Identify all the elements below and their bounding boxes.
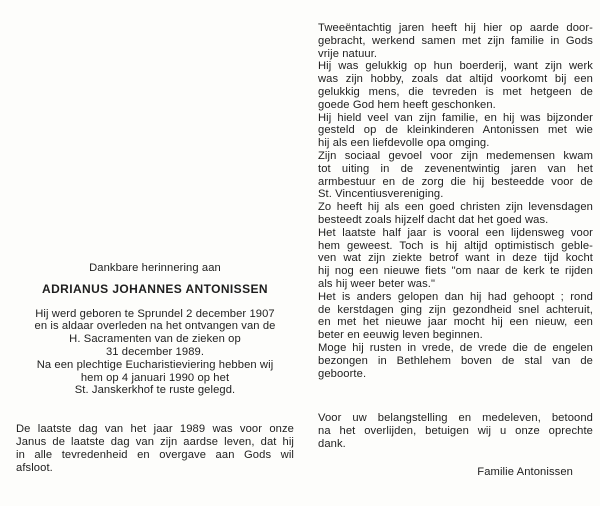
text-line: geboorte. [318, 367, 367, 380]
text-line: gebracht, werkend samen met zijn familie in Gods [318, 34, 593, 47]
text-line: Voor uw belangstelling en medeleven, betoond [318, 412, 593, 425]
text-line: Janus de laatste dag van zijn aardse leven, dat hij [16, 435, 294, 448]
text-line: De laatste dag van het jaar 1989 was voor onze [16, 423, 294, 436]
text-line: armbestuur en de zorg die hij besteedde voor de [318, 175, 593, 188]
text-line: de kerstdagen ging zijn gezondheid snel achteruit, [318, 303, 593, 316]
text-line: hem geweest. Toch is hij altijd optimistisch geble- [318, 239, 593, 252]
text-line: H. Sacramenten van de zieken op [69, 333, 241, 346]
text-line: Zijn sociaal gevoel voor zijn medemensen kwam [318, 149, 593, 162]
text-line: vrije natuur. [318, 47, 378, 60]
acknowledgement-paragraph [318, 412, 593, 450]
signature: Familie Antonissen [477, 465, 573, 478]
dedication-line: Dankbare herinnering aan [89, 262, 221, 274]
text-line: Hij was gelukkig op hun boerderij, want zijn werk [318, 60, 593, 73]
text-line: St. Janskerkhof te ruste gelegd. [74, 384, 236, 397]
text-line: St. Vincentiusvereniging. [318, 188, 444, 201]
text-line: ven wat zijn ziekte betrof want in deze tijd kocht [318, 252, 593, 265]
text-line: hij als een liefdevolle opa omging. [318, 137, 490, 150]
text-line: hem op 4 januari 1990 op het [80, 371, 230, 384]
life-story-text [318, 22, 593, 380]
text-line: en met het nieuwe jaar mocht hij een nieuw, een [318, 316, 593, 329]
text-line: Hij werd geboren te Sprundel 2 december 1907 [35, 307, 275, 320]
text-line: Zo heeft hij als een goed christen zijn levensdagen [318, 201, 593, 214]
deceased-name: ADRIANUS JOHANNES ANTONISSEN [42, 281, 268, 296]
text-line: tot uiting in de zevenentwintig jaren van het [318, 162, 593, 175]
text-line: goede God hem heeft geschonken. [318, 98, 496, 111]
text-line: als hij weer beter was." [318, 277, 436, 290]
text-line: gesteld op de kleinkinderen Antonissen met wie [318, 124, 593, 137]
text-line: in alle tevredenheid en overgave aan Gods wil [16, 448, 294, 461]
text-line: Na een plechtige Eucharistieviering hebben wij [36, 358, 274, 371]
text-line: Het laatste half jaar is vooral een lijdensweg voor [318, 226, 593, 239]
text-line: bezongen in Bethlehem boven de stal van de [318, 354, 593, 367]
text-line: gelukkig mens, die tevreden is met hetgeen de [318, 85, 593, 98]
text-line: besteedt zoals hijzelf dacht dat het goed was. [318, 213, 549, 226]
text-line: en is aldaar overleden na het ontvangen van de [34, 320, 276, 333]
closing-paragraph [16, 423, 294, 474]
text-line: 31 december 1989. [105, 345, 205, 358]
text-line: Hij hield veel van zijn familie, en hij was bijzonder [318, 111, 593, 124]
text-line: afsloot. [16, 461, 53, 474]
text-line: hij nog een nieuwe fiets "om naar de kerk te rijden [318, 265, 593, 278]
text-line: na het overlijden, betuigen wij u onze oprechte [318, 425, 593, 438]
text-line: dank. [318, 437, 346, 450]
right-column [318, 22, 593, 479]
left-column [16, 262, 294, 474]
memorial-details [16, 308, 294, 398]
text-line: Het is anders gelopen dan hij had gehoopt ; rond [318, 290, 593, 303]
text-line: Moge hij rusten in vrede, de vrede die de engelen [318, 341, 593, 354]
text-line: beter en eeuwig leven beginnen. [318, 329, 483, 342]
text-line: was zijn hobby, zoals dat altijd voorkomt bij een [318, 73, 593, 86]
text-line: Tweeëntachtig jaren heeft hij hier op aarde door- [318, 22, 593, 34]
